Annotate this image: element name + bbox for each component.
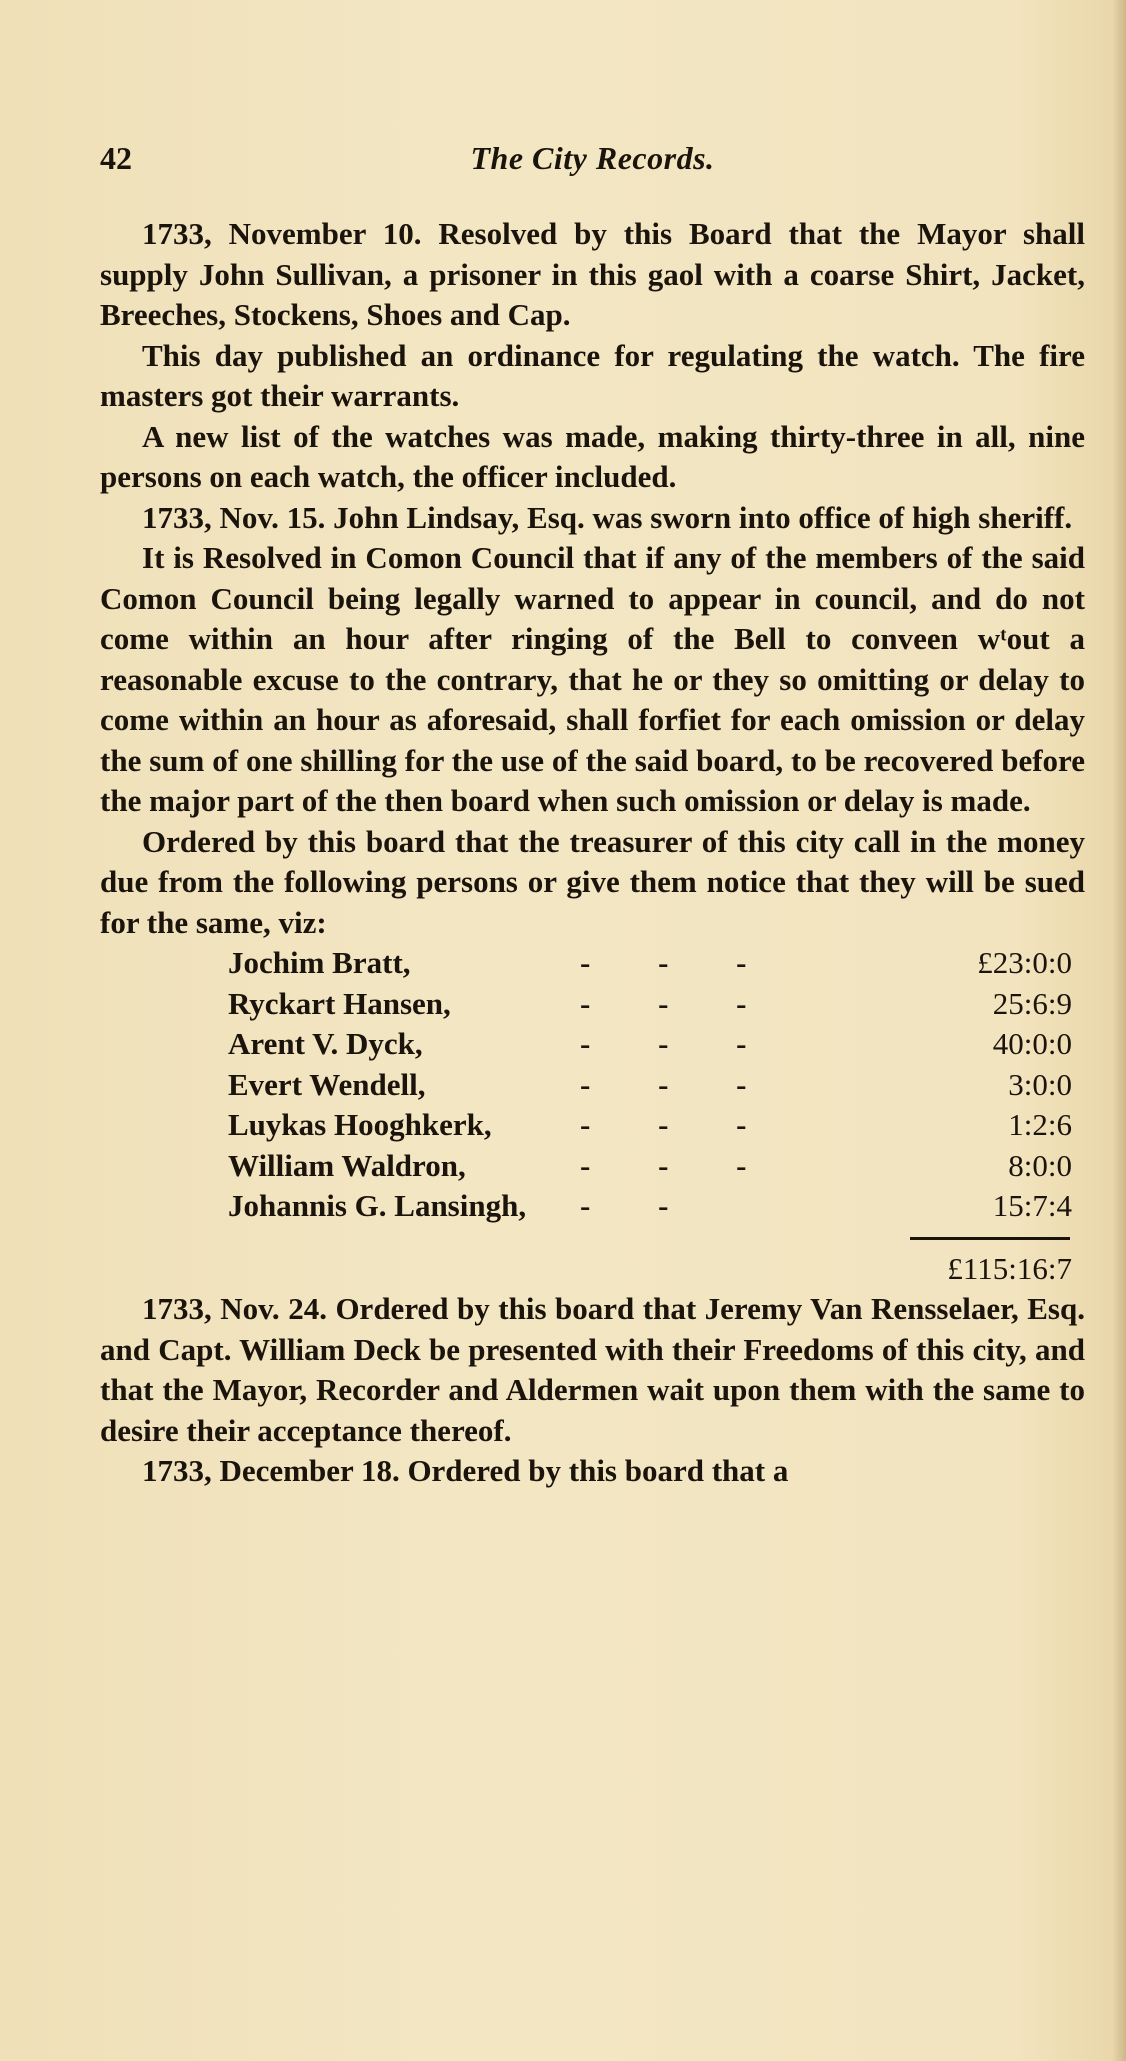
paragraph-council-resolution: It is Resolved in Comon Council that if any of the members of the said Comon Council being legally warned to appear in council, and do not come within an hour after ringing of the Bell to conveen wᵗout a reasonable excuse to the contrary, that he or they so omitting or delay to come within an hour as aforesaid, shall forfiet for each omission or delay the sum of one shilling for the use of the said board, to be recovered before the major part of the then board when such omission or delay is made. (100, 540, 1085, 818)
paragraph-nov-15: 1733, Nov. 15. John Lindsay, Esq. was sworn into office of high sheriff. (142, 499, 1073, 535)
debtor-name: Evert Wendell, (228, 1066, 426, 1102)
running-title: The City Records. (470, 140, 715, 176)
dot-leader: - - - (580, 1066, 777, 1102)
list-item (100, 984, 1085, 1025)
debt-amount: 40:0:0 (992, 1026, 1072, 1061)
list-item (100, 943, 1085, 984)
debtor-list (100, 943, 1085, 1227)
page-edge-shadow (1112, 0, 1126, 2061)
dot-leader: - - - (580, 1026, 777, 1061)
paragraph-watch-list: A new list of the watches was made, making thirty-three in all, nine persons on each watch, the officer included. (100, 418, 1085, 494)
debtor-name: Ryckart Hansen, (228, 985, 451, 1021)
debt-amount: 1:2:6 (1008, 1107, 1072, 1142)
total-amount: £115:16:7 (947, 1250, 1072, 1286)
debtor-name: Luykas Hooghkerk, (228, 1107, 492, 1142)
page-body (100, 214, 1085, 1492)
list-item (100, 1065, 1085, 1106)
page-header (100, 140, 1085, 190)
debt-amount: 25:6:9 (992, 985, 1072, 1021)
list-item (100, 1024, 1085, 1065)
list-item (100, 1105, 1085, 1146)
total-row (100, 1249, 1085, 1290)
page-number: 42 (100, 140, 132, 176)
paragraph-dec-18: 1733, December 18. Ordered by this board that a (142, 1453, 789, 1488)
paragraph-nov-24: 1733, Nov. 24. Ordered by this board that Jeremy Van Rensselaer, Esq. and Capt. William Deck be presented with their Freedoms of this city, and that the Mayor, Recorder and Aldermen wait upon them with the same to desire their acceptance thereof. (100, 1291, 1085, 1448)
dot-leader: - - (580, 1188, 699, 1223)
list-item (100, 1146, 1085, 1187)
list-item (100, 1186, 1085, 1227)
dot-leader: - - - (580, 1147, 777, 1183)
paragraph-ordinance: This day published an ordinance for regulating the watch. The fire masters got their warrants. (100, 337, 1085, 413)
debtor-name: Arent V. Dyck, (228, 1026, 423, 1061)
debt-amount: 8:0:0 (1008, 1147, 1072, 1183)
dot-leader: - - - (580, 985, 777, 1021)
dot-leader: - - - (580, 1107, 777, 1142)
debt-amount: 15:7:4 (992, 1188, 1072, 1223)
dot-leader: - - - (580, 945, 777, 980)
debt-amount: 3:0:0 (1008, 1066, 1072, 1102)
paragraph-treasurer-order: Ordered by this board that the treasurer of this city call in the money due from the following persons or give them notice that they will be sued for the same, viz: (100, 823, 1085, 940)
sum-rule-line (910, 1237, 1070, 1240)
debtor-name: William Waldron, (228, 1147, 466, 1183)
debt-amount: £23:0:0 (977, 945, 1072, 980)
sum-rule (100, 1227, 1085, 1249)
debtor-name: Jochim Bratt, (228, 945, 411, 980)
paragraph-nov-10: 1733, November 10. Resolved by this Board that the Mayor shall supply John Sullivan, a prisoner in this gaol with a coarse Shirt, Jacket, Breeches, Stockens, Shoes and Cap. (100, 216, 1085, 332)
debtor-name: Johannis G. Lansingh, (228, 1188, 527, 1223)
